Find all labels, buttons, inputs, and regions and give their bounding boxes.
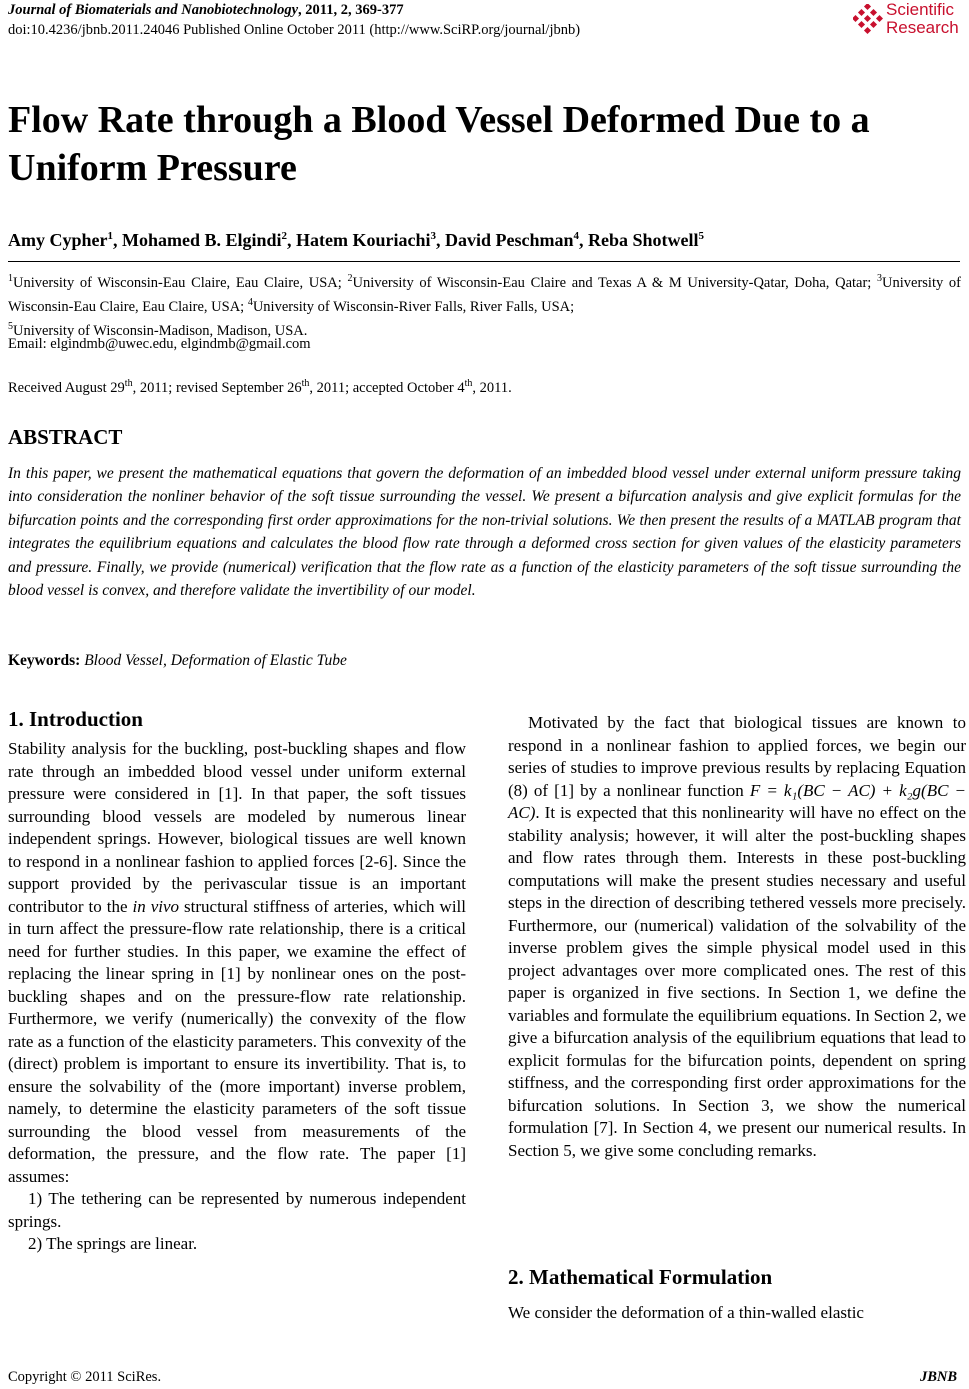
author-sup: 3 (430, 230, 437, 242)
author-name: Reba Shotwell (588, 230, 699, 250)
affiliation: University of Wisconsin-Madison, Madison, USA. (13, 322, 308, 339)
author-list: Amy Cypher$^1$, Mohamed B. Elgindi$^2$, Hatem Kouriachi$^3$, David Peschman$^4$, Reba Shotwell$^5$ (8, 230, 705, 250)
date-text: Received August 29 (8, 379, 125, 396)
author-sup: 5 (698, 230, 705, 242)
intro-invivo: in vivo (132, 896, 180, 916)
motivation-text: Motivated by the fact that biological tissues are known to respond in a nonlinear fashion to applied forces, we begin our series of studies to improve previous results by replacing Equation (8) of [1] by a nonlinear function (508, 713, 966, 800)
doi-line: doi:10.4236/jbnb.2011.24046 Published Online October 2011 (http://www.SciRP.org/journal/jbnb) (8, 22, 581, 38)
assumption-item: 2) The springs are linear. (28, 1234, 198, 1253)
date-sup: th (464, 378, 473, 389)
affil-sup: 4 (247, 296, 253, 308)
section-heading-formulation: 2. Mathematical Formulation (508, 1265, 773, 1289)
footer-copyright: Copyright © 2011 SciRes. (8, 1369, 162, 1385)
affiliation: University of Wisconsin-Eau Claire, Eau Claire, USA; (13, 274, 348, 291)
date-text: , 2011. (472, 379, 512, 396)
received-dates (8, 378, 512, 397)
affiliation: University of Wisconsin-River Falls, River Falls, USA; (252, 298, 575, 315)
right-column (508, 712, 966, 1162)
keywords-label: Keywords: (8, 652, 81, 669)
author-sup: 2 (281, 230, 288, 242)
footer-journal: JBNB (920, 1369, 958, 1385)
assumption-item: 1) The tethering can be represented by numerous independent springs. (8, 1189, 466, 1231)
section-heading-introduction: 1. Introduction (8, 707, 143, 731)
left-column (8, 738, 466, 1256)
abstract-body: In this paper, we present the mathematical equations that govern the deformation of an imbedded blood vessel under external uniform pressure taking into consideration the nonliner behavior of the soft tissue surrounding the vessel. We present a bifurcation analysis and give explicit formulas for the bifurcation points and the corresponding first order approximations for the non-trivial solutions. We then present the results of a MATLAB program that integrates the equilibrium equations and calculates the blood flow rate through a deformed cross section for given values of the elasticity parameters and pressure. Finally, we provide (numerical) verification that the flow rate as a function of the elasticity parameters of the soft tissue surrounding the blood vessel is convex, and therefore validate the invertibility of our model. (8, 465, 961, 600)
scirp-mark-icon (853, 4, 883, 38)
date-text: , 2011; revised September 26 (132, 379, 302, 396)
email-line: Email: elgindmb@uwec.edu, elgindmb@gmail.com (8, 336, 311, 352)
logo-line1: Scientific (886, 0, 955, 19)
affil-sup: 5 (8, 320, 13, 332)
paper-title: Flow Rate through a Blood Vessel Deformed Due to a Uniform Pressure (8, 99, 870, 189)
abstract-heading: ABSTRACT (8, 425, 123, 449)
author-name: Hatem Kouriachi (296, 230, 431, 250)
journal-citation (8, 2, 404, 19)
affil-sup: 3 (877, 273, 883, 284)
logo-text (886, 1, 959, 37)
formulation-paragraph: We consider the deformation of a thin-walled elastic (508, 1303, 864, 1322)
publisher-logo (853, 1, 969, 45)
journal-volume: , 2011, 2, 369-377 (298, 2, 404, 18)
affil-sup: 2 (347, 273, 353, 284)
intro-paragraph (8, 738, 466, 1188)
affiliation: University of Wisconsin-Eau Claire and Texas A & M University-Qatar, Doha, Qatar; (352, 274, 878, 291)
intro-text: Stability analysis for the buckling, post-buckling shapes and flow rate through an imbedded blood vessel under uniform external pressure were considered in [1]. In that paper, the soft tissues surrounding blood vessels are modeled by numerous linear independent springs. However, biological tissues are well known to respond in a nonlinear fashion to applied forces [2-6]. Since the support provided by the perivascular tissue is an important contributor to the (8, 739, 466, 916)
keywords-line (8, 652, 347, 670)
keywords-text: Blood Vessel, Deformation of Elastic Tube (84, 652, 347, 669)
author-name: Mohamed B. Elgindi (122, 230, 282, 250)
affiliation: University of Wisconsin-Eau Claire, Eau Claire, USA; (8, 274, 961, 315)
header-divider (8, 261, 960, 262)
date-text: , 2011; accepted October 4 (309, 379, 465, 396)
date-sup: th (301, 378, 310, 389)
date-sup: th (124, 378, 133, 389)
author-sup: 4 (573, 230, 580, 242)
affiliations (8, 269, 961, 340)
author-name: David Peschman (445, 230, 574, 250)
nonlinear-formula: F = k₁(BC − AC) + k₂g(BC − AC) (508, 780, 967, 822)
motivation-paragraph (508, 712, 966, 1162)
logo-line2: Research (886, 18, 959, 37)
intro-text: structural stiffness of arteries, which will in turn affect the pressure-flow rate relationship, there is a critical need for further studies. In this paper, we examine the effect of replacing the linear spring in [1] by nonlinear ones on the post-buckling shapes and on the pressure-flow rate relationship. Furthermore, we verify (numerically) the convexity of the flow rate as a function of the elasticity parameters. This convexity of the (direct) problem is important to ensure its invertibility. That is, to ensure the solvability of the (more important) inverse problem, namely, to determine the elasticity parameters of the soft tissue surrounding the blood vessel from measurements of the deformation, the pressure, and the flow rate. The paper [1] assumes: (8, 896, 466, 1186)
author-sup: 1 (107, 230, 113, 242)
journal-name: Journal of Biomaterials and Nanobiotechnology (8, 2, 299, 18)
affil-sup: 1 (8, 273, 13, 284)
motivation-text: . It is expected that this nonlinearity will have no effect on the stability analysis; however, it will alter the post-buckling shapes and flow rates through them. Interests in these post-buckling computations will make the present studies necessary and useful steps in the direction of describing tethered vessels more precisely. Furthermore, our (numerical) validation of the solvability of the inverse problem gives the simple physical model used in this project advantages over more complicated ones. The rest of this paper is organized in five sections. In Section 1, we define the variables and formulate the equilibrium equations. In Section 2, we give a bifurcation analysis of the equilibrium equations that lead to explicit formulas for the bifurcation points, dependent on spring stiffness, and the corresponding first order approximations for the bifurcation solutions. In Section 3, we show the numerical formulation [7]. In Section 4, we present our numerical results. In Section 5, we give some concluding remarks. (508, 803, 966, 1160)
author-name: Amy Cypher (8, 230, 108, 250)
